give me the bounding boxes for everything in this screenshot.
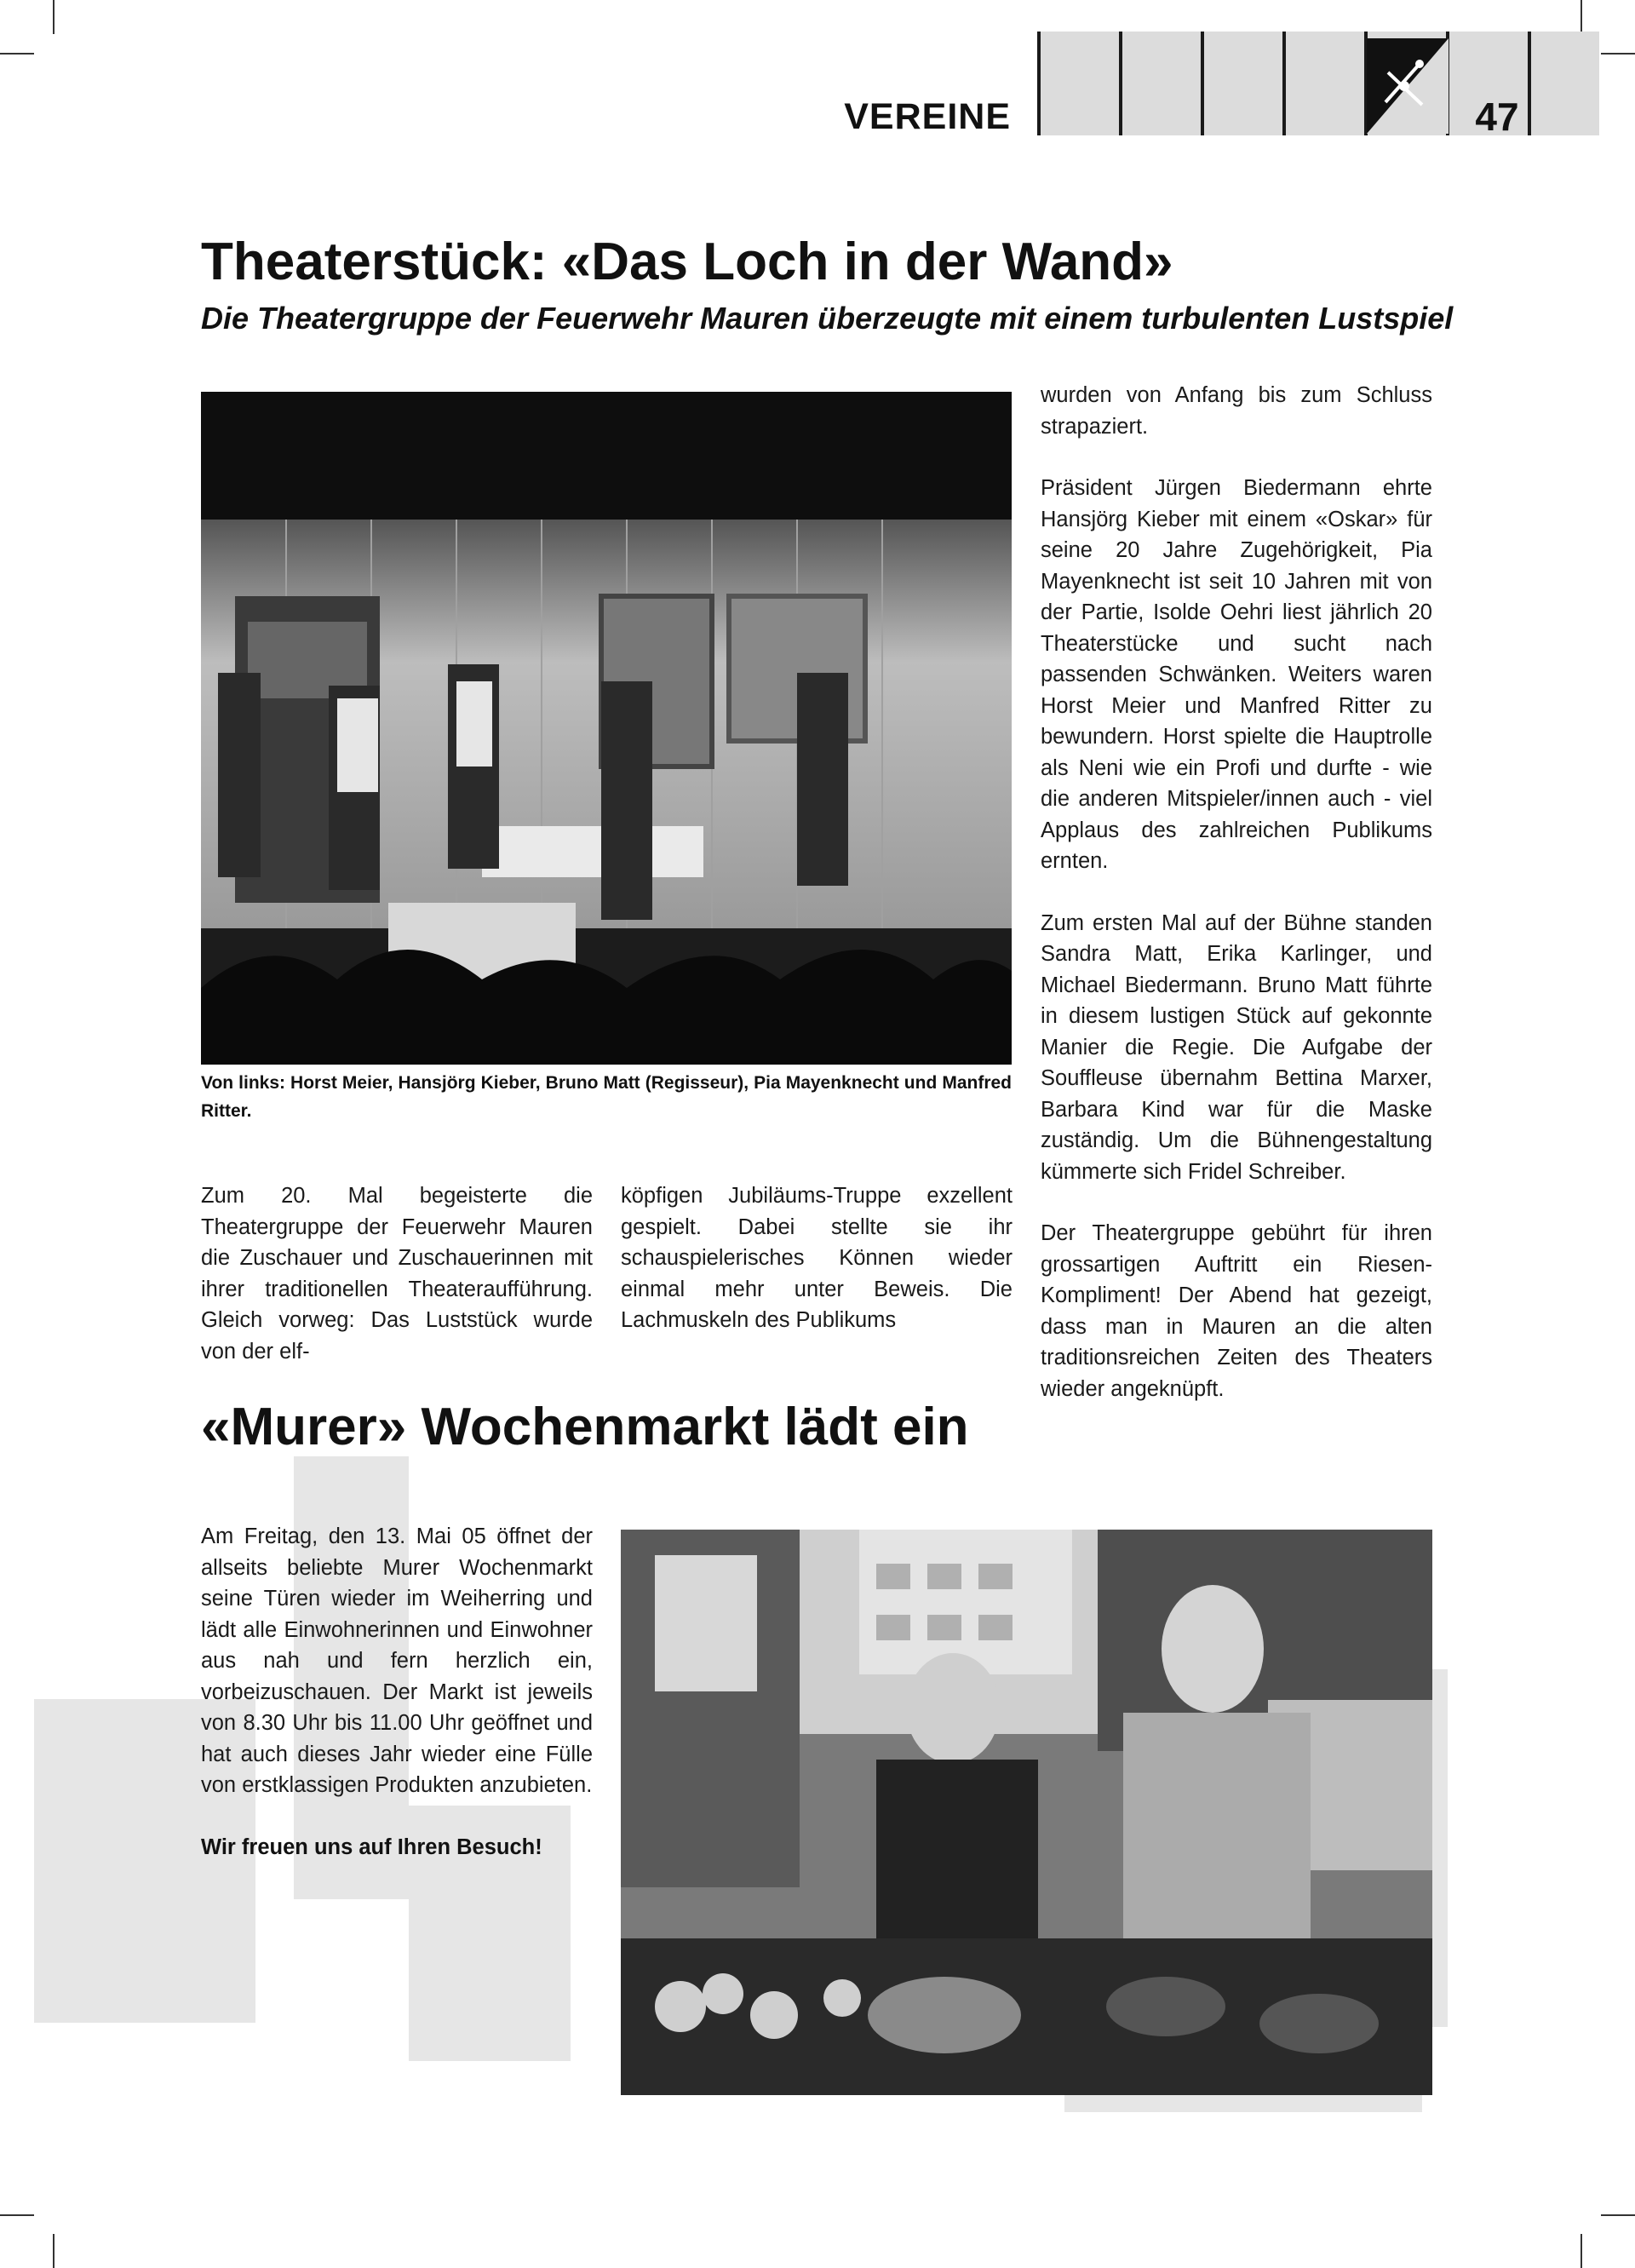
paragraph: köpfigen Jubiläums-Truppe exzellent gespielt. Dabei stellte sie ihr schauspielerisches Können wieder einmal mehr unter Beweis. Die Lachmuskeln des Publikums [621, 1184, 1013, 1332]
closing-line: Wir freuen uns auf Ihren Besuch! [201, 1834, 542, 1859]
paragraph: Präsident Jürgen Biedermann ehrte Hansjörg Kieber mit einem «Oskar» für seine 20 Jahre Zugehörigkeit, Pia Mayenknecht ist seit 10 Jahren mit von der Partie, Isolde Oehri liest jährlich 20 Theaterstücke und sucht nach passenden Schwänken. Weiters waren Horst Meier und Manfred Ritter zu bewundern. Horst spielte die Hauptrolle als Neni wie ein Profi und durfte - wie die anderen Mitspieler/innen auch - viel Applaus des zahlreichen Publikums ernten. [1041, 476, 1432, 873]
article-title: «Murer» Wochenmarkt lädt ein [201, 1398, 969, 1456]
header-divider [1282, 32, 1286, 135]
paragraph: Zum 20. Mal begeisterte die Theatergruppe der Feuerwehr Mauren die Zuschauer und Zuschauerinnen mit ihrer traditionellen Theateraufführung. Gleich vorweg: Das Luststück wurde von der elf- [201, 1184, 593, 1364]
crop-mark [0, 53, 34, 55]
text-column-market [201, 1521, 593, 1893]
crop-mark [1601, 53, 1635, 55]
header-divider [1201, 32, 1204, 135]
crop-mark [53, 2234, 54, 2268]
paragraph: Zum ersten Mal auf der Bühne standen Sandra Matt, Erika Karlinger, und Michael Biedermann. Bruno Matt führte in diesem lustigen Stück auf gekonnte Manier die Regie. Die Aufgabe der Souffleuse übernahm Bettina Marxer, Barbara Kind war für die Maske zuständig. Um die Bühnengestaltung kümmerte sich Fridel Schreiber. [1041, 910, 1432, 1184]
crop-mark [1580, 0, 1582, 34]
text-column-3 [1041, 380, 1432, 1435]
page-number: 47 [1475, 95, 1519, 139]
crop-mark [53, 0, 54, 34]
crop-mark [1601, 2214, 1635, 2216]
header-divider [1037, 32, 1041, 135]
section-label: VEREINE [844, 96, 1011, 137]
market-photo [621, 1530, 1432, 2095]
text-column-2 [621, 1180, 1013, 1367]
paragraph: Am Freitag, den 13. Mai 05 öffnet der allseits beliebte Murer Wochenmarkt seine Türen wieder im Weiherring und lädt alle Einwohnerinnen und Einwohner aus nah und fern herzlich ein, vorbeizuschauen. Der Markt ist jeweils von 8.30 Uhr bis 11.00 Uhr geöffnet und hat auch dieses Jahr wieder eine Fülle von erstklassigen Produkten anzubieten. [201, 1524, 593, 1797]
paragraph: Der Theatergruppe gebührt für ihren grossartigen Auftritt ein Riesen-Kompliment! Der Abend hat gezeigt, dass man in Mauren an die alten traditionsreichen Zeiten des Theaters wieder angeknüpft. [1041, 1221, 1432, 1401]
text-column-1 [201, 1180, 593, 1398]
photo-caption: Von links: Horst Meier, Hansjörg Kieber, Bruno Matt (Regisseur), Pia Mayenknecht und Manfred Ritter. [201, 1073, 1012, 1121]
article-title: Theaterstück: «Das Loch in der Wand» [201, 233, 1173, 291]
crop-mark [0, 2214, 34, 2216]
fire-brigade-emblem-icon [1367, 38, 1449, 134]
paragraph: wurden von Anfang bis zum Schluss strapaziert. [1041, 383, 1432, 439]
header-divider [1119, 32, 1122, 135]
article-subtitle: Die Theatergruppe der Feuerwehr Mauren überzeugte mit einem turbulenten Lustspiel [201, 301, 1454, 336]
theater-stage-photo [201, 392, 1012, 1065]
crop-mark [1580, 2234, 1582, 2268]
